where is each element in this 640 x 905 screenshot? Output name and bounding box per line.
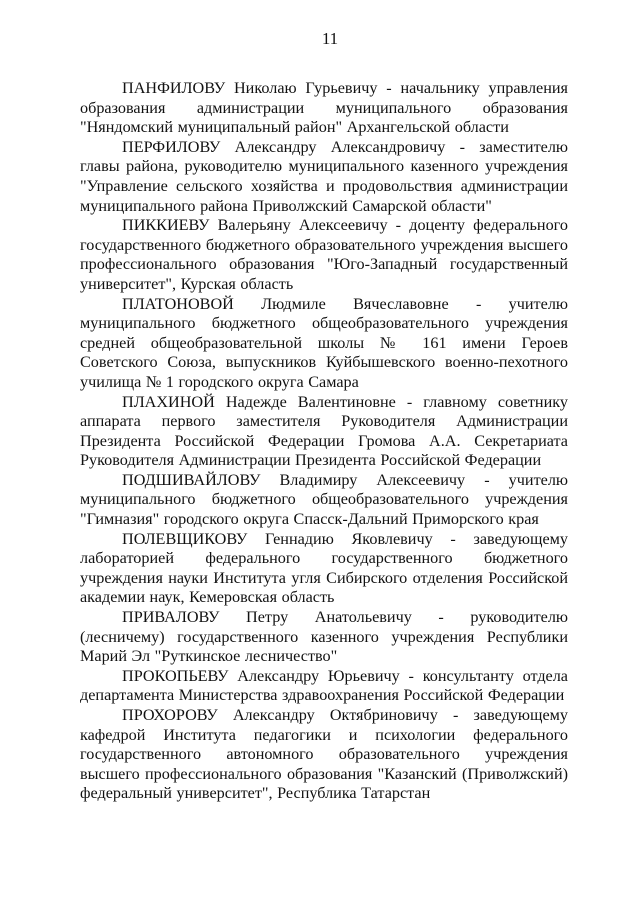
award-entry-prokhorov: ПРОХОРОВУ Александру Октябриновичу - заведующему кафедрой Института педагогики и психологии федерального государственного автономного образовательного учреждения высшего профессионального образования "Казанский (Приволжский) федеральный университет", Республика Татарстан <box>80 706 568 803</box>
award-entry-panfilov: ПАНФИЛОВУ Николаю Гурьевичу - начальнику управления образования администрации муниципального образования "Няндомский муниципальный район" Архангельской области <box>80 79 568 137</box>
award-entry-plakhina: ПЛАХИНОЙ Надежде Валентиновне - главному советнику аппарата первого заместителя Руководителя Администрации Президента Российской Федерации Громова А.А. Секретариата Руководителя Администрации Президента Российской Федерации <box>80 392 568 470</box>
award-entry-privalov: ПРИВАЛОВУ Петру Анатольевичу - руководителю (лесничему) государственного казенного учреждения Республики Марий Эл "Руткинское лесничество" <box>80 608 568 666</box>
award-entry-prokopyev: ПРОКОПЬЕВУ Александру Юрьевичу - консультанту отдела департамента Министерства здравоохранения Российской Федерации <box>80 666 568 705</box>
page-number: 11 <box>321 29 339 48</box>
award-entry-podshivaylov: ПОДШИВАЙЛОВУ Владимиру Алексеевичу - учителю муниципального бюджетного общеобразовательного учреждения "Гимназия" городского округа Спасск-Дальний Приморского края <box>80 470 568 529</box>
award-entry-polevshchikov: ПОЛЕВЩИКОВУ Геннадию Яковлевичу - заведующему лабораторией федерального государственного бюджетного учреждения науки Института угля Сибирского отделения Российской академии наук, Кемеровская область <box>80 529 568 607</box>
award-entry-perfilov: ПЕРФИЛОВУ Александру Александровичу - заместителю главы района, руководителю муниципального казенного учреждения "Управление сельского хозяйства и продовольствия администрации муниципального района Приволжский Самарской области" <box>80 137 568 215</box>
award-entry-pikkiev: ПИККИЕВУ Валерьяну Алексеевичу - доценту федерального государственного бюджетного образовательного учреждения высшего профессионального образования "Юго-Западный государственный университет", Курская область <box>80 216 568 293</box>
award-entry-platonova: ПЛАТОНОВОЙ Людмиле Вячеславовне - учителю муниципального бюджетного общеобразовательного учреждения средней общеобразовательной школы № 161 имени Героев Советского Союза, выпускников Куйбышевского военно-пехотного училища № 1 городского округа Самара <box>80 294 568 391</box>
document-page <box>80 28 568 804</box>
